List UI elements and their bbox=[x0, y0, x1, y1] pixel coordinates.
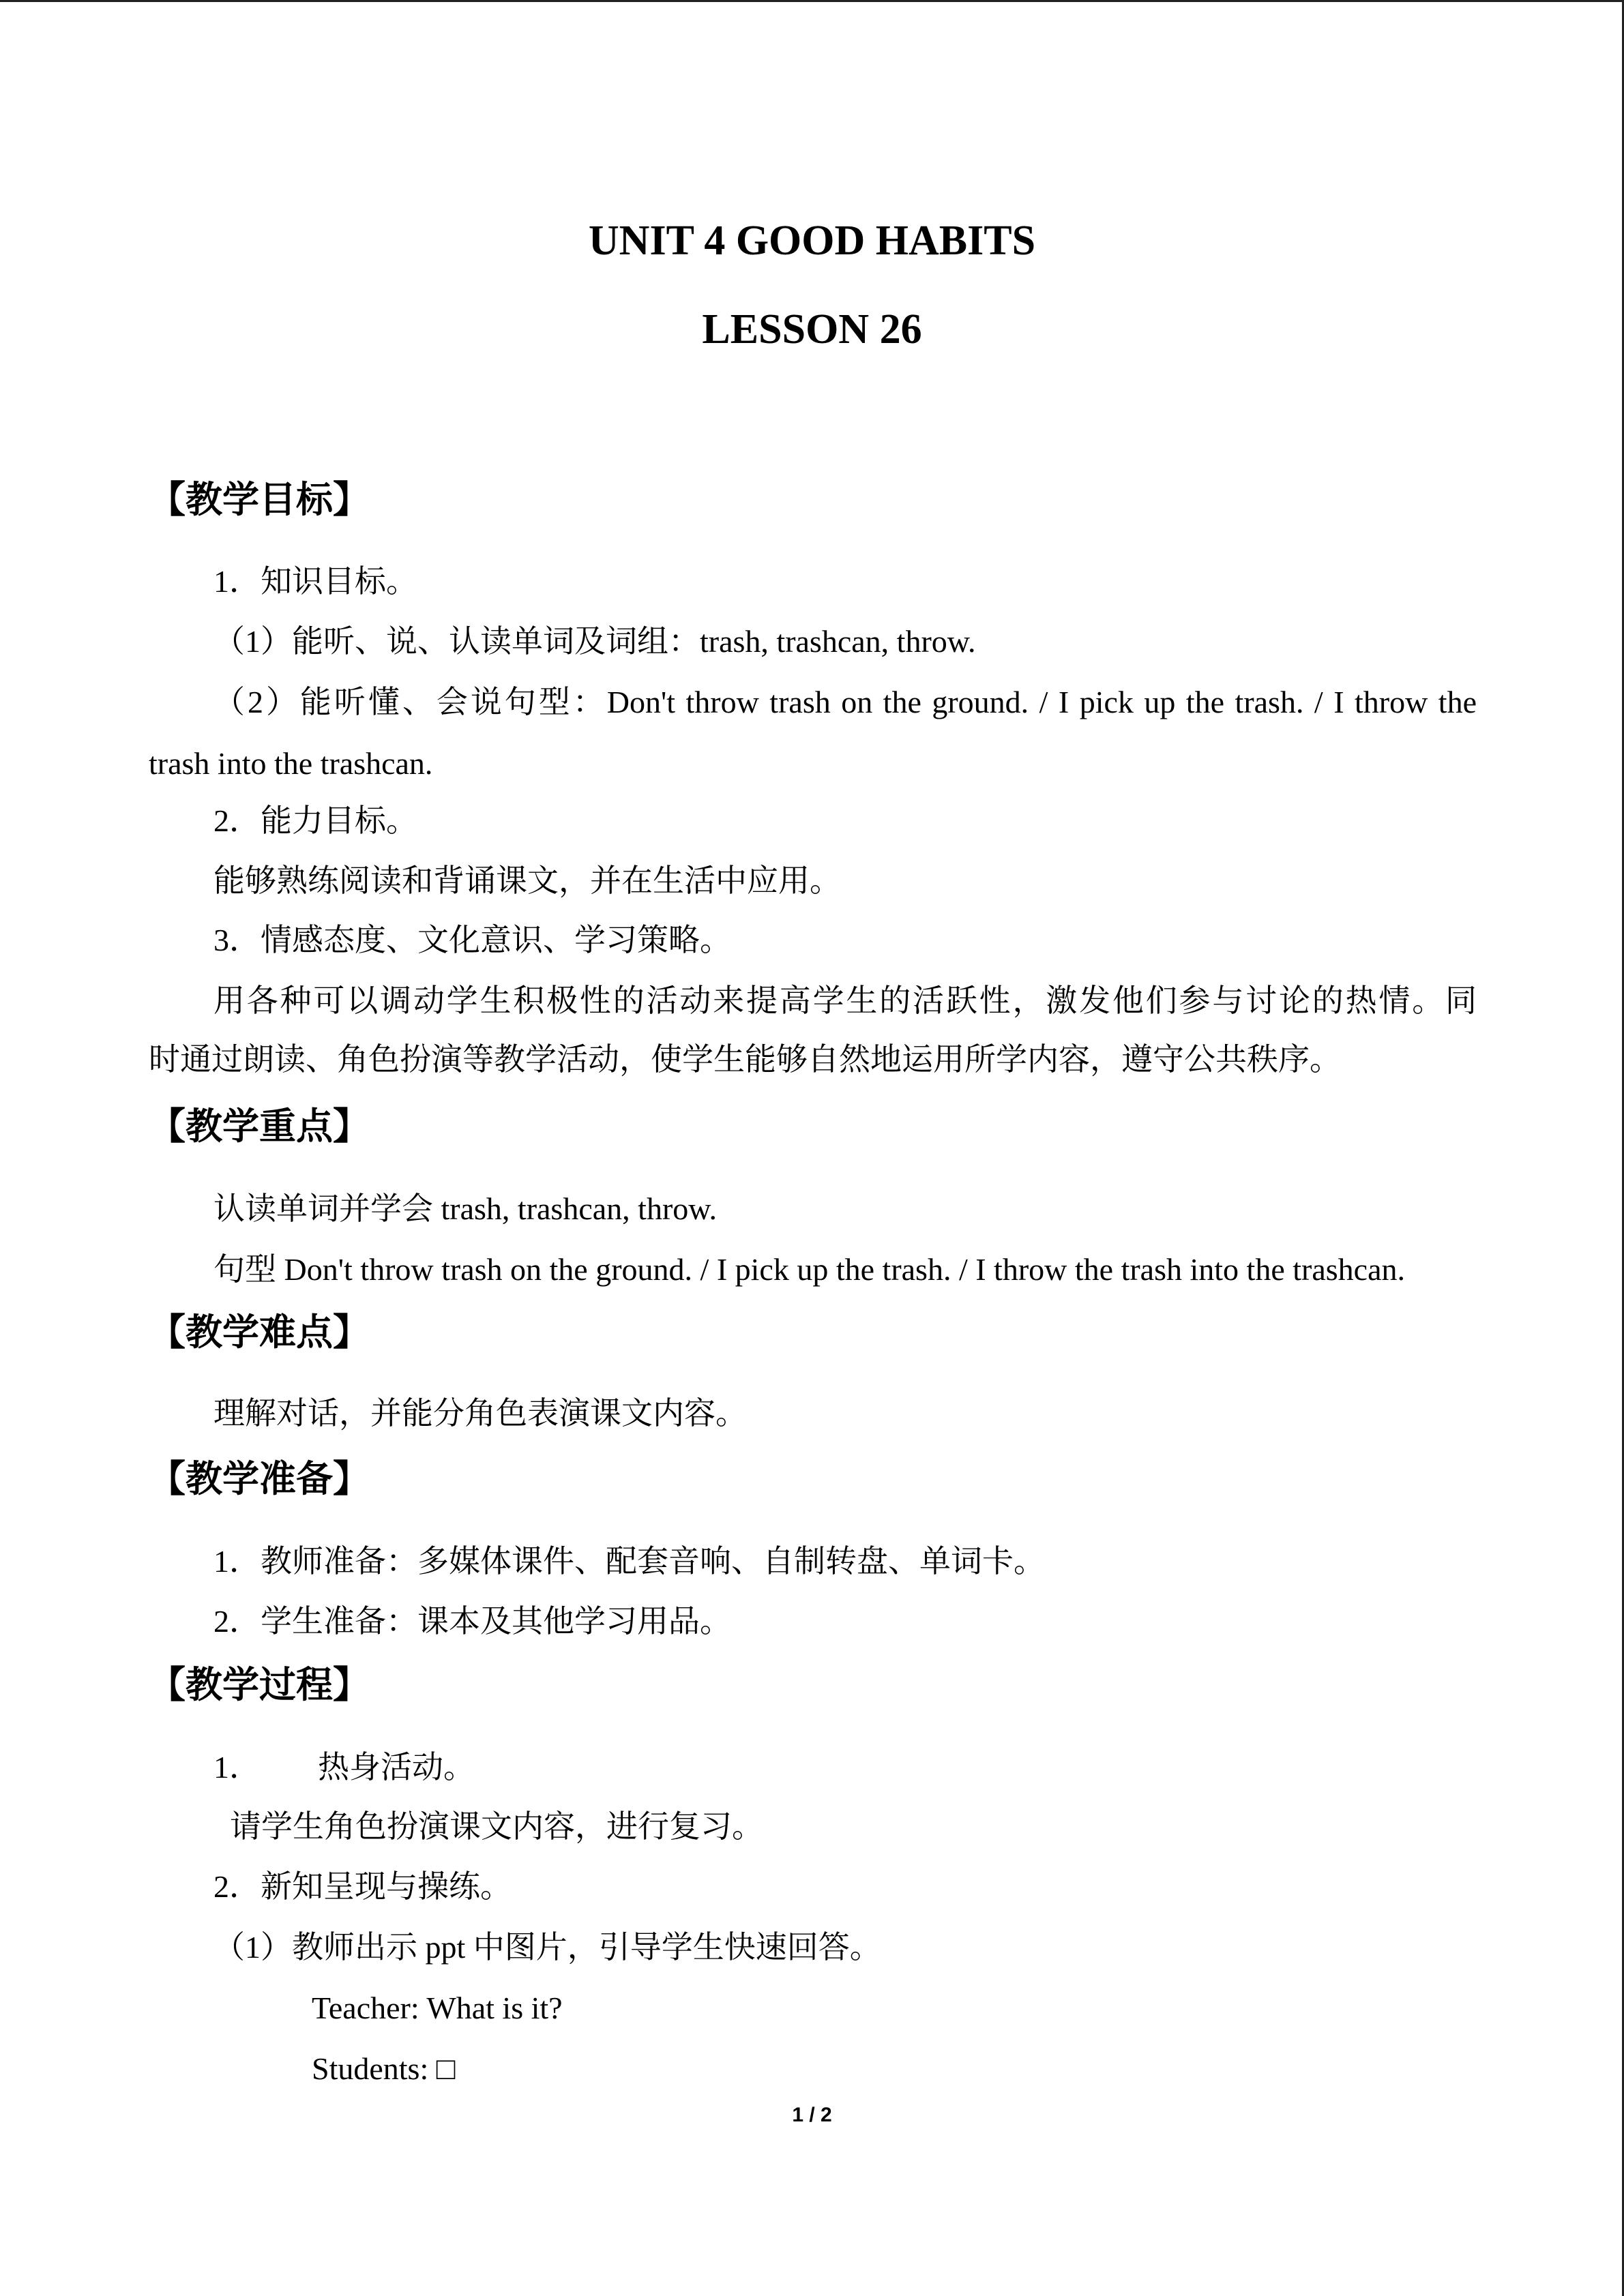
process-line-6: Students: □ bbox=[312, 2051, 456, 2086]
process-line-3: 2．新知呈现与操练。 bbox=[213, 1869, 512, 1904]
process-line-2: 请学生角色扮演课文内容，进行复习。 bbox=[230, 1809, 763, 1844]
heading-difficulties: 【教学难点】 bbox=[149, 1311, 370, 1354]
objectives-line-3b: trash into the trashcan. bbox=[149, 746, 433, 781]
difficulties-line-1: 理解对话，并能分角色表演课文内容。 bbox=[213, 1396, 747, 1431]
key-points-line-1: 认读单词并学会 trash, trashcan, throw. bbox=[213, 1191, 717, 1226]
objectives-line-5: 能够熟练阅读和背诵课文，并在生活中应用。 bbox=[213, 863, 841, 898]
objectives-line-6: 3．情感态度、文化意识、学习策略。 bbox=[213, 923, 731, 957]
objectives-line-2: （1）能听、说、认读单词及词组：trash, trashcan, throw. bbox=[213, 624, 976, 659]
document-title: UNIT 4 GOOD HABITS bbox=[588, 218, 1036, 264]
objectives-line-4: 2．能力目标。 bbox=[213, 803, 417, 838]
preparation-line-1: 1．教师准备：多媒体课件、配套音响、自制转盘、单词卡。 bbox=[213, 1544, 1045, 1579]
process-line-5: Teacher: What is it? bbox=[312, 1991, 563, 2025]
heading-objectives: 【教学目标】 bbox=[149, 478, 370, 521]
process-line-1-text: 热身活动。 bbox=[318, 1750, 475, 1785]
objectives-line-7a: 用各种可以调动学生积极性的活动来提高学生的活跃性，激发他们参与讨论的热情。同 bbox=[213, 983, 1477, 1018]
objectives-line-1: 1．知识目标。 bbox=[213, 564, 417, 599]
page-border-top bbox=[0, 0, 1624, 2]
heading-preparation: 【教学准备】 bbox=[149, 1457, 370, 1500]
objectives-line-3a: （2）能听懂、会说句型：Don't throw trash on the ground. / I pick up the trash. / I throw the bbox=[213, 685, 1477, 719]
process-line-1 bbox=[213, 1747, 475, 1788]
process-line-4: （1）教师出示 ppt 中图片，引导学生快速回答。 bbox=[213, 1930, 881, 1965]
key-points-line-2: 句型 Don't throw trash on the ground. / I pick up the trash. / I throw the trash into the trashcan. bbox=[213, 1252, 1405, 1287]
objectives-line-7b: 时通过朗读、角色扮演等教学活动，使学生能够自然地运用所学内容，遵守公共秩序。 bbox=[149, 1042, 1341, 1077]
preparation-line-2: 2．学生准备：课本及其他学习用品。 bbox=[213, 1604, 731, 1639]
page-number: 1 / 2 bbox=[792, 2104, 832, 2126]
document-subtitle: LESSON 26 bbox=[702, 306, 922, 353]
process-line-1-number: 1． bbox=[213, 1750, 261, 1785]
heading-process: 【教学过程】 bbox=[149, 1663, 370, 1706]
heading-key-points: 【教学重点】 bbox=[149, 1105, 370, 1148]
